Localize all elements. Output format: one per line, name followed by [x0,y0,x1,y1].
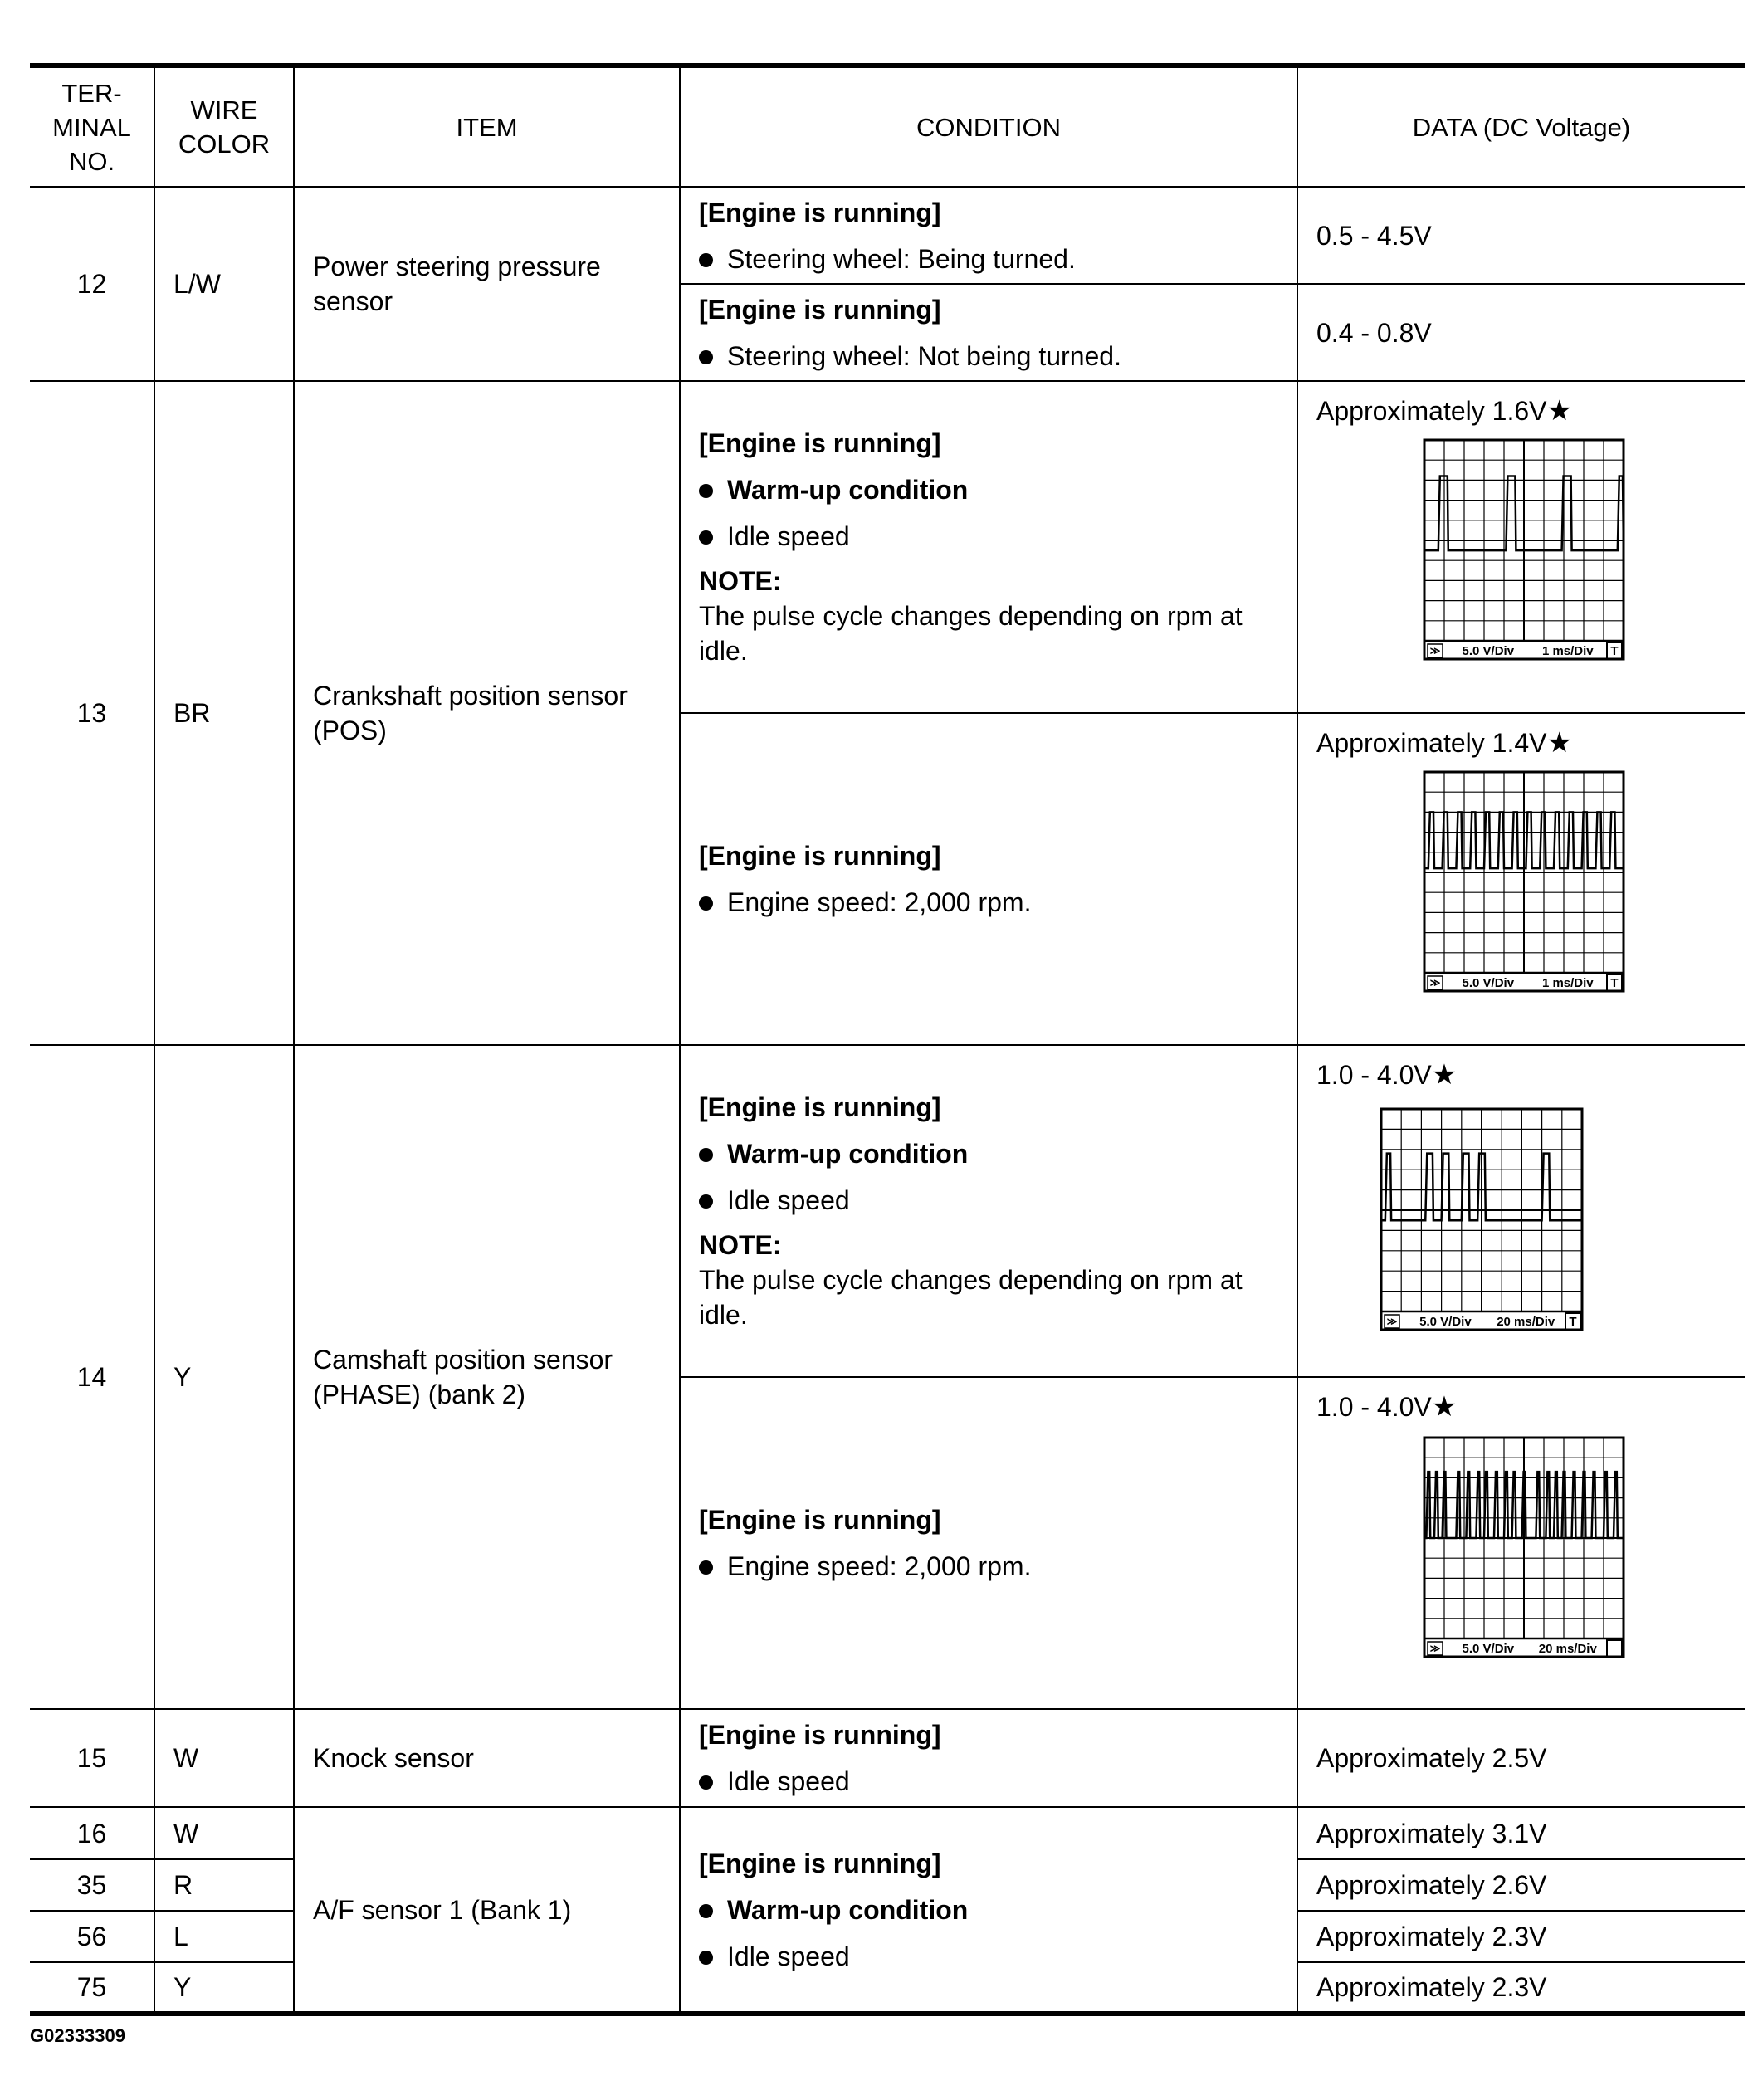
header-wire-line: WIRE [190,95,258,125]
scope-grid [1424,440,1624,641]
condition-cell [680,1045,1297,1377]
wire-color: L/W [154,187,294,381]
data-cell [1297,713,1745,1045]
header-condition: CONDITION [680,66,1297,187]
item-line: sensor [313,286,393,316]
table-row [30,1807,1745,1859]
item-line: Camshaft position sensor [313,1345,613,1375]
data-value [1316,725,1572,760]
scope-volt-div: 5.0 V/Div [1419,1315,1472,1329]
condition-cell [680,1377,1297,1709]
note-text: The pulse cycle changes depending on rpm at idle. [699,1265,1243,1330]
terminal-number: 16 [30,1807,154,1859]
header-item: ITEM [294,66,680,187]
condition-bullet: Steering wheel: Not being turned. [699,339,1282,374]
item-line: Power steering pressure [313,252,601,281]
star-icon: ★ [1431,1059,1458,1091]
note-label: NOTE: [699,566,782,596]
data-value-text: Approximately 1.6V [1316,396,1547,426]
terminal-number: 75 [30,1962,154,2014]
item-line: (POS) [313,715,387,745]
data-box [1298,714,1745,1044]
item-name [294,1045,680,1709]
header-terminal [30,66,154,187]
oscilloscope-waveform [1423,438,1625,661]
condition-title: [Engine is running] [699,1092,941,1122]
data-value: 0.4 - 0.8V [1297,284,1745,381]
header-terminal-line: MINAL [52,112,131,142]
scope-time-div: 1 ms/Div [1541,976,1594,990]
scope-trigger-box [1607,1640,1622,1657]
header-data: DATA (DC Voltage) [1297,66,1745,187]
oscilloscope-waveform [1380,1107,1584,1331]
condition-title: [Engine is running] [699,841,941,871]
table-row [30,381,1745,713]
scope-mode-label: ≫ [1386,1316,1398,1327]
scope-time-div: 1 ms/Div [1541,644,1594,658]
scope-trigger-label: T [1569,1315,1577,1329]
data-cell [1297,1377,1745,1709]
data-value: 0.5 - 4.5V [1297,187,1745,284]
condition-bullet: Engine speed: 2,000 rpm. [699,885,1282,920]
scope-mode-label: ≫ [1429,645,1441,657]
scope-volt-div: 5.0 V/Div [1462,644,1515,658]
scope-mode-label: ≫ [1429,1643,1441,1654]
terminal-number: 13 [30,381,154,1045]
note-label: NOTE: [699,1230,782,1260]
scope-grid [1424,772,1624,973]
oscilloscope-waveform [1423,770,1625,993]
data-value-text: Approximately 1.4V [1316,728,1547,758]
item-line: Crankshaft position sensor [313,681,628,711]
condition-title: [Engine is running] [699,1848,941,1878]
data-value-text: 1.0 - 4.0V [1316,1060,1432,1090]
star-icon: ★ [1431,1391,1458,1423]
scope-time-div: 20 ms/Div [1497,1315,1555,1329]
condition-cell [680,187,1297,284]
scope-trigger-label: T [1610,644,1619,658]
header-terminal-line: TER- [61,78,122,108]
header-terminal-line: NO. [68,146,115,176]
wire-color: Y [154,1045,294,1709]
note-text: The pulse cycle changes depending on rpm at idle. [699,601,1243,666]
condition-cell [680,1807,1297,2014]
data-value [1316,1389,1457,1424]
condition-title: [Engine is running] [699,1720,941,1750]
condition-bullet: Engine speed: 2,000 rpm. [699,1549,1282,1584]
condition-title: [Engine is running] [699,428,941,458]
condition-cell [680,284,1297,381]
condition-bullet: Idle speed [699,1764,1282,1799]
wire-color: R [154,1859,294,1911]
header-wire-line: COLOR [178,129,271,159]
item-name: Knock sensor [294,1709,680,1807]
terminal-number: 35 [30,1859,154,1911]
data-cell [1297,381,1745,713]
scope-volt-div: 5.0 V/Div [1462,1642,1515,1656]
condition-bullet: Warm-up condition [699,1892,1282,1927]
condition-bullet: Idle speed [699,1939,1282,1974]
data-value: Approximately 2.6V [1297,1859,1745,1911]
condition-title: [Engine is running] [699,197,941,227]
data-cell [1297,1045,1745,1377]
data-value [1316,1057,1457,1092]
scope-mode-label: ≫ [1429,977,1441,989]
data-box [1298,1378,1745,1708]
data-value: Approximately 2.3V [1297,1911,1745,1962]
oscilloscope-waveform [1423,1436,1625,1658]
star-icon: ★ [1546,395,1572,427]
data-value [1316,393,1572,428]
table-row [30,1709,1745,1807]
data-value: Approximately 3.1V [1297,1807,1745,1859]
data-value: Approximately 2.3V [1297,1962,1745,2014]
terminal-number: 12 [30,187,154,381]
scope-time-div: 20 ms/Div [1538,1642,1597,1656]
ecm-terminal-table [30,63,1745,2016]
table-row [30,1045,1745,1377]
terminal-number: 14 [30,1045,154,1709]
item-name [294,381,680,1045]
scope-grid [1381,1109,1582,1311]
figure-code: G02333309 [30,2025,125,2046]
data-value: Approximately 2.5V [1297,1709,1745,1807]
wire-color: W [154,1709,294,1807]
condition-cell [680,381,1297,713]
item-line: (PHASE) (bank 2) [313,1380,526,1409]
condition-cell [680,713,1297,1045]
table-row [30,187,1745,284]
data-value-text: 1.0 - 4.0V [1316,1392,1432,1422]
wire-color: W [154,1807,294,1859]
condition-bullet: Warm-up condition [699,472,1282,507]
header-row [30,66,1745,187]
wire-color: L [154,1911,294,1962]
scope-trigger-label: T [1610,976,1619,990]
data-box [1298,382,1745,712]
item-name: A/F sensor 1 (Bank 1) [294,1807,680,2014]
condition-title: [Engine is running] [699,1505,941,1535]
data-box [1298,1046,1745,1376]
scope-volt-div: 5.0 V/Div [1462,976,1515,990]
condition-bullet: Idle speed [699,519,1282,554]
condition-bullet: Steering wheel: Being turned. [699,242,1282,276]
wire-color: BR [154,381,294,1045]
header-wire [154,66,294,187]
condition-bullet: Warm-up condition [699,1136,1282,1171]
item-name [294,187,680,381]
condition-bullet: Idle speed [699,1183,1282,1218]
terminal-number: 56 [30,1911,154,1962]
terminal-number: 15 [30,1709,154,1807]
wire-color: Y [154,1962,294,2014]
condition-title: [Engine is running] [699,294,941,325]
condition-cell [680,1709,1297,1807]
star-icon: ★ [1546,727,1572,759]
